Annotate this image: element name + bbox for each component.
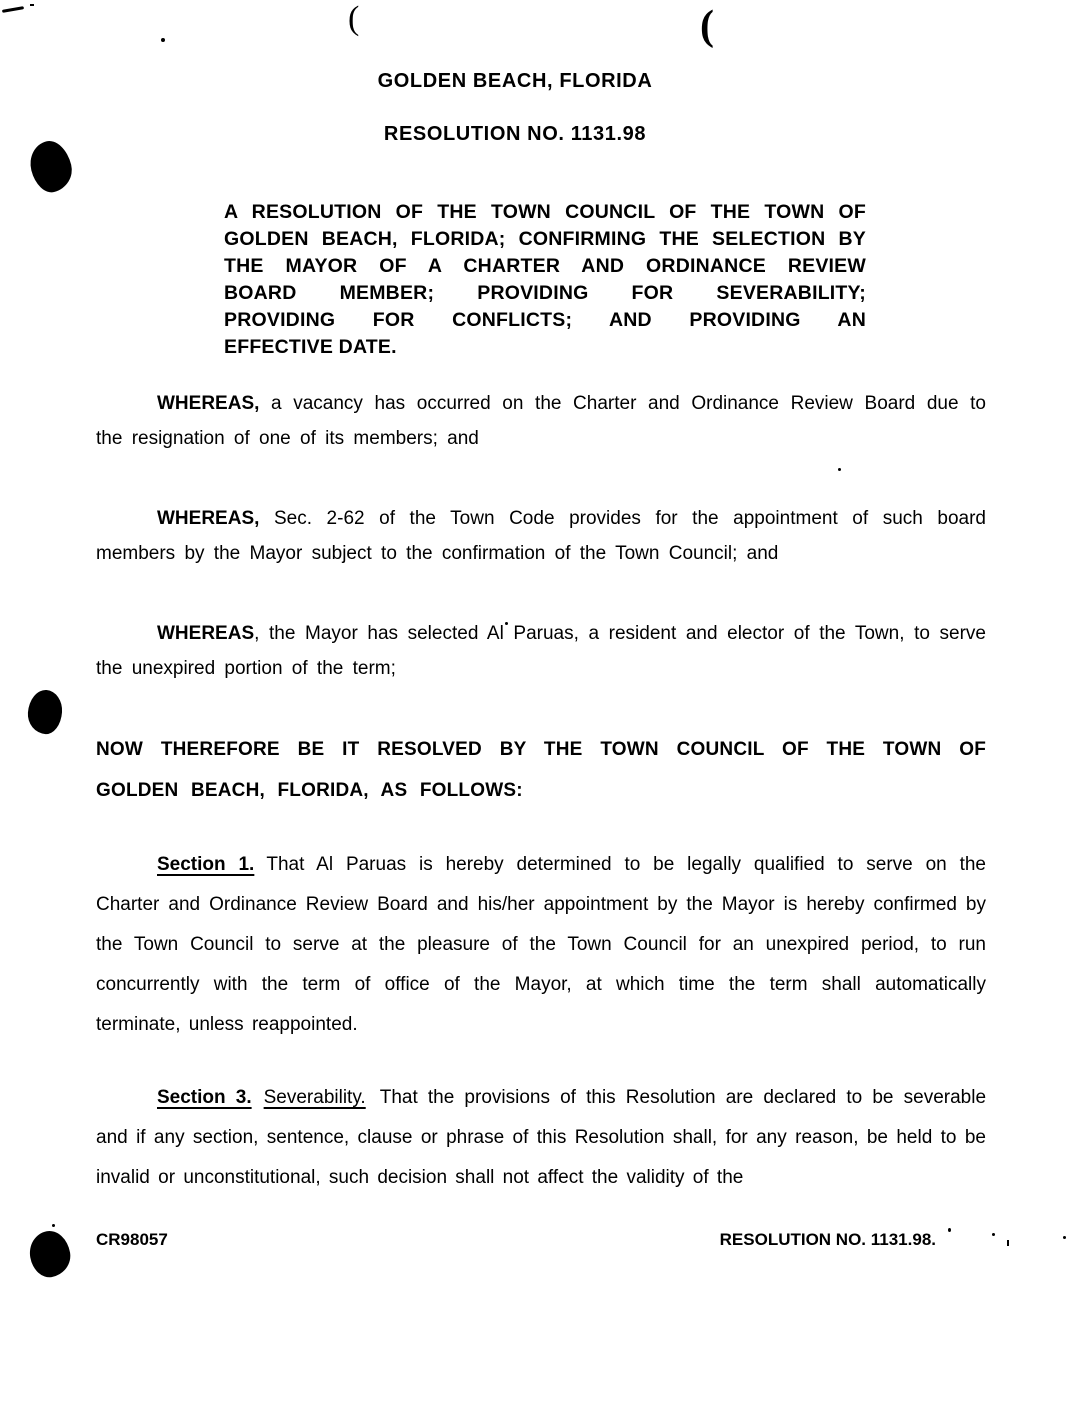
scan-speck [161,38,165,42]
section-3-subheading: Severability. [263,1087,366,1108]
hole-punch-blob-top [25,137,76,196]
section-3-heading: Section 3. [157,1087,252,1108]
document-location-title: GOLDEN BEACH, FLORIDA [377,70,653,92]
scan-speck [992,1233,995,1236]
section-1-text: That Al Paruas is hereby determined to be legally qualified to serve on the Charter and Ordinance Review Board and his/her appointment by the Mayor is hereby confirmed by the Town Council to serve at the pleasure of the Town Council for an unexpired period, to run concurrently with the term of office of the Mayor, at which time the term shall automatically terminate, unless reappointed. [96,854,986,1035]
scan-speck [52,1224,55,1227]
preamble-line: GOLDEN BEACH, FLORIDA; CONFIRMING THE SELECTION BY [224,228,866,250]
scan-tick-mark [1007,1240,1009,1246]
section-3-text: That the provisions of this Resolution are declared to be severable and if any section, sentence, clause or phrase of this Resolution shall, for any reason, be held to be invalid or unconstitutional, such decision shall not affect the validity of the [96,1087,987,1188]
preamble-line: BOARD MEMBER; PROVIDING FOR SEVERABILITY; [224,282,866,304]
whereas-clause-1 [96,386,986,456]
scan-paren-artifact-small: ( [348,0,360,37]
scan-speck [838,468,841,471]
preamble-line: THE MAYOR OF A CHARTER AND ORDINANCE REVIEW [224,255,866,277]
preamble-line: A RESOLUTION OF THE TOWN COUNCIL OF THE TOWN OF [224,201,866,223]
whereas-lead: WHEREAS [157,623,255,644]
document-ref-number: CR98057 [96,1230,168,1249]
preamble-line: PROVIDING FOR CONFLICTS; AND PROVIDING AN [224,309,866,331]
whereas-text: Sec. 2-62 of the Town Code provides for the appointment of such board members by the Mayor subject to the confirmation of the Town Council; and [96,508,986,564]
scan-speck [948,1228,951,1232]
whereas-text: a vacancy has occurred on the Charter and Ordinance Review Board due to the resignation of one of its members; and [96,393,986,449]
scan-speck [1063,1236,1066,1239]
scan-paren-artifact-large: ( [700,3,714,49]
resolved-clause: NOW THEREFORE BE IT RESOLVED BY THE TOWN COUNCIL OF THE TOWN OF GOLDEN BEACH, FLORIDA, AS FOLLOWS: [96,739,986,801]
scan-dash-mark [2,6,24,13]
preamble-line: EFFECTIVE DATE. [224,336,397,358]
whereas-clause-3 [96,616,986,686]
whereas-text: , the Mayor has selected Al Paruas, a resident and elector of the Town, to serve the unexpired portion of the term; [96,623,986,679]
whereas-lead: WHEREAS, [157,393,260,414]
resolution-preamble [224,199,866,361]
hole-punch-blob-middle [27,689,64,735]
section-3-paragraph [96,1078,986,1198]
scan-tick-mark [30,4,34,6]
whereas-lead: WHEREAS, [157,508,260,529]
hole-punch-blob-bottom [26,1228,73,1280]
footer-resolution-number: RESOLUTION NO. 1131.98. [719,1230,936,1249]
section-1-paragraph [96,845,986,1045]
section-1-heading: Section 1. [157,854,255,875]
whereas-clause-2 [96,501,986,571]
resolution-number-title: RESOLUTION NO. 1131.98 [383,123,647,145]
